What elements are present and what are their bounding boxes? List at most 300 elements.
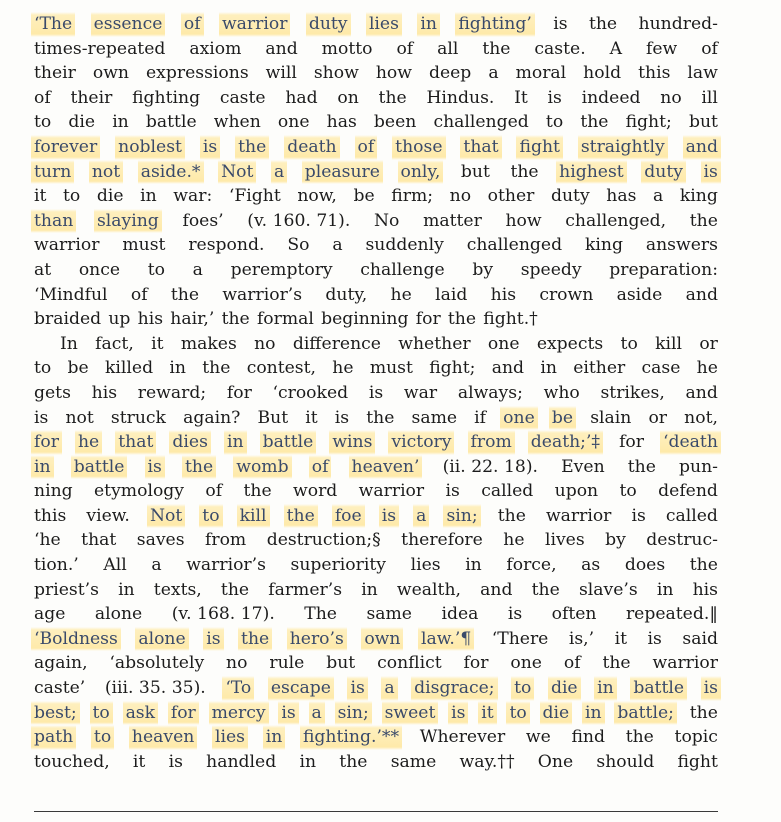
word: warrior xyxy=(652,653,718,674)
word: to xyxy=(147,259,165,280)
text-line xyxy=(34,86,718,111)
highlighted-word: in xyxy=(582,701,605,726)
text-line xyxy=(34,283,718,308)
word: force, xyxy=(506,555,557,576)
word: fact, xyxy=(95,333,134,354)
word: does xyxy=(624,555,666,576)
word: of xyxy=(205,481,223,502)
text-line xyxy=(34,209,718,234)
word: and xyxy=(265,38,298,59)
word: this xyxy=(638,63,671,84)
highlighted-word: sin; xyxy=(335,701,372,726)
word: defend xyxy=(658,481,718,502)
highlighted-word: the xyxy=(284,504,318,529)
word: the xyxy=(602,653,631,674)
word: to xyxy=(620,333,638,354)
text-line xyxy=(34,676,718,701)
word: no xyxy=(449,186,472,207)
word: their xyxy=(70,87,113,108)
word: axiom xyxy=(189,38,242,59)
highlighted-word: a xyxy=(309,701,325,726)
word: had xyxy=(285,87,318,108)
highlighted-word: ask xyxy=(123,701,158,726)
word: said xyxy=(682,628,718,649)
highlighted-word: than xyxy=(31,209,76,234)
word: few xyxy=(646,38,678,59)
word: same xyxy=(390,751,437,772)
highlighted-word: the xyxy=(182,455,216,480)
word: crown xyxy=(539,284,594,305)
text-line xyxy=(34,381,718,406)
word: killed xyxy=(105,358,154,379)
word: die xyxy=(68,112,96,133)
word: firm; xyxy=(391,186,434,207)
highlighted-word: is xyxy=(379,504,399,529)
word: it xyxy=(305,407,318,428)
word: fight xyxy=(677,751,718,772)
word: the xyxy=(339,751,368,772)
word: expects xyxy=(536,333,604,354)
word: word xyxy=(293,481,338,502)
word: has xyxy=(606,186,637,207)
word: handled xyxy=(206,751,277,772)
highlighted-word: fighting.’** xyxy=(300,725,402,750)
highlighted-word: to xyxy=(91,725,114,750)
word: war xyxy=(403,382,438,403)
highlighted-word: alone xyxy=(135,627,188,652)
word: duty, xyxy=(325,284,368,305)
highlighted-word: a xyxy=(381,676,397,701)
text-line xyxy=(34,455,718,480)
text-line xyxy=(34,258,718,283)
word: in xyxy=(465,555,482,576)
text-line xyxy=(34,430,718,455)
word: texts, xyxy=(153,579,202,600)
highlighted-word: to xyxy=(511,676,534,701)
highlighted-word: slaying xyxy=(94,209,162,234)
highlighted-word: one xyxy=(500,406,538,431)
word: No xyxy=(374,210,400,231)
word: a xyxy=(653,186,664,207)
highlighted-word: for xyxy=(31,430,62,455)
word: and xyxy=(491,358,525,379)
word: makes xyxy=(180,333,237,354)
word: no xyxy=(660,87,682,108)
highlighted-word: is xyxy=(145,455,165,480)
highlighted-word: wins xyxy=(329,430,375,455)
word: will xyxy=(265,63,297,84)
text-line xyxy=(34,307,718,332)
word: should xyxy=(596,751,655,772)
word: topic xyxy=(674,727,718,748)
word: be xyxy=(67,358,89,379)
word: moral xyxy=(515,63,567,84)
word: from xyxy=(205,530,247,551)
text-line xyxy=(34,479,718,504)
word: pun- xyxy=(679,456,718,477)
word: to xyxy=(619,481,637,502)
word: die xyxy=(96,186,124,207)
highlighted-word: that xyxy=(460,135,501,160)
word: for xyxy=(415,309,441,330)
word: It xyxy=(514,87,528,108)
word: difference xyxy=(292,333,381,354)
word: times-repeated xyxy=(34,38,166,59)
highlighted-word: die xyxy=(548,676,581,701)
word: his xyxy=(692,579,718,600)
word: the xyxy=(580,112,609,133)
text-line xyxy=(34,61,718,86)
word: we xyxy=(525,727,551,748)
word: a xyxy=(192,259,203,280)
word: or xyxy=(648,407,668,428)
highlighted-word: battle xyxy=(71,455,128,480)
word: the xyxy=(497,505,526,526)
word: that xyxy=(81,530,117,551)
highlighted-word: escape xyxy=(268,676,334,701)
word: lies xyxy=(410,555,441,576)
text-line xyxy=(34,627,718,652)
word: either xyxy=(573,358,626,379)
highlighted-word: he xyxy=(75,430,102,455)
highlighted-word: is xyxy=(701,160,721,185)
highlighted-word: a xyxy=(271,160,287,185)
text-line xyxy=(34,701,718,726)
word: ‘There xyxy=(491,628,549,649)
word: answers xyxy=(645,235,718,256)
word: tion.’ xyxy=(34,555,79,576)
highlighted-word: of xyxy=(309,455,332,480)
highlighted-word: is xyxy=(203,627,223,652)
highlighted-word: not xyxy=(89,160,123,185)
highlighted-word: in xyxy=(224,430,247,455)
word: of xyxy=(396,38,414,59)
word: how xyxy=(375,63,412,84)
word: deep xyxy=(428,63,472,84)
word: his xyxy=(490,284,517,305)
highlighted-word: of xyxy=(181,12,204,37)
word: ‘crooked xyxy=(272,382,349,403)
word: the xyxy=(378,87,407,108)
word: law xyxy=(687,63,718,84)
highlighted-word: heaven’ xyxy=(349,455,423,480)
word: is xyxy=(168,751,183,772)
text-line xyxy=(34,725,718,750)
word: foes’ xyxy=(182,210,224,231)
word: be xyxy=(353,186,375,207)
highlighted-word: ‘To xyxy=(222,676,254,701)
word: superiority xyxy=(290,555,386,576)
word: to xyxy=(34,358,52,379)
word: So xyxy=(287,235,310,256)
word: and xyxy=(480,579,513,600)
highlighted-word: pleasure xyxy=(302,160,383,185)
word: or xyxy=(699,333,718,354)
highlighted-word: a xyxy=(413,504,429,529)
word: contest, xyxy=(246,358,316,379)
word: conflict xyxy=(377,653,442,674)
word: destruc- xyxy=(646,530,718,551)
word: same xyxy=(411,407,458,428)
word: one xyxy=(510,653,542,674)
word: no xyxy=(226,653,248,674)
word: fighting xyxy=(132,87,201,108)
highlighted-word: lies xyxy=(366,12,402,37)
highlighted-word: battle xyxy=(260,430,317,455)
text-line xyxy=(34,528,718,553)
word: aside xyxy=(616,284,663,305)
word: ‘Mindful xyxy=(34,284,108,305)
word: a xyxy=(151,555,162,576)
word: his xyxy=(91,382,118,403)
highlighted-word: sin; xyxy=(443,504,480,529)
word: their xyxy=(34,63,76,84)
highlighted-word: essence xyxy=(91,12,166,37)
word: All xyxy=(103,555,127,576)
word: not xyxy=(65,407,94,428)
word: In xyxy=(60,333,78,354)
word: the xyxy=(170,284,200,305)
word: fight; xyxy=(429,358,476,379)
highlighted-word: disgrace; xyxy=(411,676,497,701)
word: again, xyxy=(34,653,88,674)
highlighted-word: in xyxy=(417,12,440,37)
word: beginning xyxy=(321,309,409,330)
word: the xyxy=(510,161,539,182)
word: one xyxy=(277,112,310,133)
highlighted-word: victory xyxy=(388,430,454,455)
word: One xyxy=(537,751,574,772)
word: formal xyxy=(256,309,314,330)
word: battle xyxy=(145,112,197,133)
highlighted-word: to xyxy=(506,701,529,726)
word: one xyxy=(487,333,520,354)
word: up xyxy=(108,309,131,330)
word: braided xyxy=(34,309,102,330)
word: lives xyxy=(544,530,585,551)
word: by xyxy=(605,530,626,551)
word: he xyxy=(503,530,525,551)
word: is xyxy=(334,407,350,428)
word: been xyxy=(373,112,417,133)
word: the xyxy=(531,579,560,600)
highlighted-word: best; xyxy=(31,701,80,726)
word: reward; xyxy=(137,382,207,403)
highlighted-word: own xyxy=(361,627,403,652)
word: war: xyxy=(173,186,213,207)
word: But xyxy=(257,407,289,428)
highlighted-word: ‘Boldness xyxy=(31,627,121,652)
highlighted-word: for xyxy=(168,701,199,726)
highlighted-word: death;’‡ xyxy=(528,430,603,455)
word: by xyxy=(472,259,494,280)
word: but xyxy=(460,161,490,182)
text-line xyxy=(34,332,718,357)
highlighted-word: in xyxy=(263,725,286,750)
highlighted-word: the xyxy=(238,627,272,652)
text-line xyxy=(34,504,718,529)
word: challenge xyxy=(360,259,445,280)
highlighted-word: lies xyxy=(212,725,248,750)
word: and xyxy=(685,382,718,403)
word: the xyxy=(627,456,656,477)
highlighted-word: dies xyxy=(169,430,211,455)
word: always; xyxy=(457,382,523,403)
word: a xyxy=(488,63,499,84)
highlighted-word: is xyxy=(448,701,468,726)
word: strikes, xyxy=(600,382,665,403)
highlighted-word: die xyxy=(540,701,573,726)
word: how xyxy=(505,210,542,231)
word: the xyxy=(243,481,272,502)
word: caste xyxy=(219,87,266,108)
highlighted-word: death xyxy=(284,135,339,160)
text-line xyxy=(34,750,718,775)
word: he xyxy=(332,358,354,379)
word: it xyxy=(151,333,164,354)
highlighted-word: kill xyxy=(237,504,270,529)
word: but xyxy=(326,653,356,674)
word: again? xyxy=(183,407,241,428)
word: in xyxy=(140,186,157,207)
word: challenged xyxy=(433,112,529,133)
word: (ii. 22. 18). xyxy=(442,456,539,477)
highlighted-word: highest xyxy=(556,160,627,185)
word: (iii. 35. 35). xyxy=(104,678,206,699)
text-line xyxy=(34,356,718,381)
word: respond. xyxy=(188,235,265,256)
highlighted-word: duty xyxy=(306,12,351,37)
word: idea xyxy=(441,604,479,625)
word: is xyxy=(445,481,460,502)
word: show xyxy=(313,63,359,84)
highlighted-word: noblest xyxy=(115,135,185,160)
word: etymology xyxy=(94,481,185,502)
word: he xyxy=(390,284,412,305)
word: preparation: xyxy=(609,259,718,280)
word: gets xyxy=(34,382,71,403)
word: king xyxy=(679,186,718,207)
word: of xyxy=(701,38,718,59)
word: the xyxy=(689,210,718,231)
word: other xyxy=(487,186,535,207)
word: must xyxy=(369,358,413,379)
word: his xyxy=(137,309,164,330)
word: is xyxy=(553,14,568,34)
word: the xyxy=(221,309,250,330)
word: the xyxy=(689,555,718,576)
word: the xyxy=(447,309,477,330)
word: of xyxy=(130,284,148,305)
word: laid xyxy=(435,284,468,305)
highlighted-word: that xyxy=(115,430,156,455)
word: the xyxy=(625,727,654,748)
word: matter xyxy=(423,210,482,231)
highlighted-word: womb xyxy=(233,455,291,480)
word: is xyxy=(647,628,662,649)
word: is,’ xyxy=(568,628,595,649)
word: Wherever xyxy=(419,727,506,748)
highlighted-word: forever xyxy=(31,135,100,160)
word: it xyxy=(34,186,47,207)
word: peremptory xyxy=(230,259,333,280)
word: to xyxy=(63,186,81,207)
word: hold xyxy=(583,63,622,84)
highlighted-word: duty xyxy=(641,160,686,185)
highlighted-word: hero’s xyxy=(287,627,347,652)
word: to xyxy=(34,112,52,133)
word: it xyxy=(614,628,628,649)
highlighted-word: it xyxy=(478,701,496,726)
word: The xyxy=(304,604,337,625)
highlighted-word: to xyxy=(90,701,113,726)
word: the xyxy=(220,579,250,600)
word: is xyxy=(631,505,646,526)
highlighted-word: to xyxy=(199,504,222,529)
highlighted-word: fighting’ xyxy=(455,12,534,37)
word: slave’s xyxy=(578,579,638,600)
word: alone xyxy=(94,604,143,625)
word: king xyxy=(584,235,623,256)
word: motto xyxy=(321,38,373,59)
word: this xyxy=(34,505,67,526)
word: farmer’s xyxy=(268,579,343,600)
word: to xyxy=(545,112,564,133)
text-line xyxy=(34,406,718,431)
word: is xyxy=(507,604,523,625)
word: caste’ xyxy=(34,678,86,699)
word: when xyxy=(213,112,261,133)
text-line xyxy=(34,160,718,185)
highlighted-word: is xyxy=(278,701,298,726)
word: must xyxy=(122,235,166,256)
word: upon xyxy=(554,481,599,502)
word: (v. 168. 17). xyxy=(171,604,275,625)
word: ill xyxy=(701,87,718,108)
word: find xyxy=(571,727,606,748)
word: touched, xyxy=(34,751,110,772)
highlighted-word: of xyxy=(355,135,378,160)
word: therefore xyxy=(401,530,483,551)
highlighted-word: warrior xyxy=(219,12,290,37)
text-line xyxy=(34,135,718,160)
text-line xyxy=(34,602,718,627)
text-line xyxy=(34,553,718,578)
highlighted-word: turn xyxy=(31,160,74,185)
word: duty xyxy=(550,186,590,207)
word: indeed xyxy=(581,87,641,108)
word: fight.† xyxy=(483,309,538,330)
word: age xyxy=(34,604,66,625)
highlighted-word: be xyxy=(549,406,576,431)
highlighted-word: sweet xyxy=(382,701,439,726)
word: in xyxy=(169,358,186,379)
word: no xyxy=(254,333,276,354)
highlighted-word: in xyxy=(31,455,54,480)
word: warrior xyxy=(34,235,100,256)
word: who xyxy=(543,382,580,403)
word: for xyxy=(619,432,644,453)
word: and xyxy=(685,284,718,305)
footnote-divider xyxy=(34,811,718,812)
word: wealth, xyxy=(396,579,461,600)
highlighted-word: is xyxy=(701,676,721,701)
word: called xyxy=(481,481,534,502)
word: of xyxy=(34,87,51,108)
word: same xyxy=(366,604,412,625)
word: Even xyxy=(561,456,605,477)
highlighted-word: law.’¶ xyxy=(418,627,474,652)
